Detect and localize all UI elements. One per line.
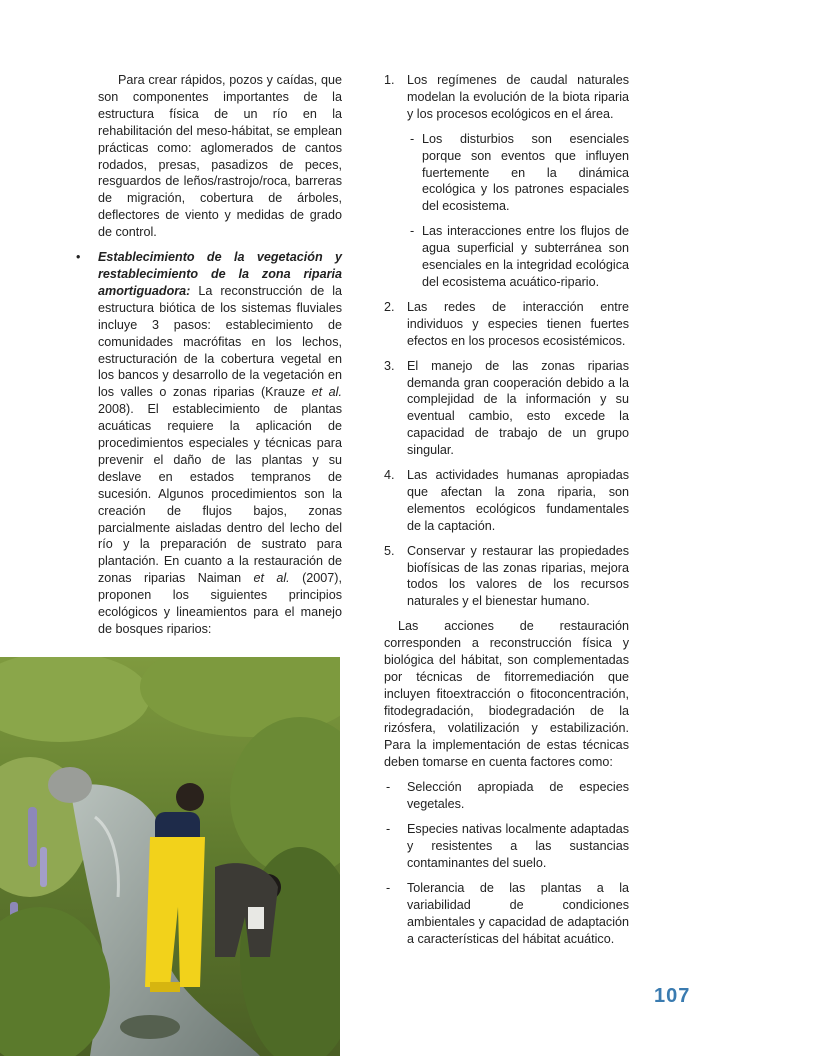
- list-item: [384, 72, 629, 123]
- item-dash: -: [410, 224, 415, 239]
- item-text: Tolerancia de las plantas a la variabilidad de condiciones ambientales y capacidad de adaptación a características del hábitat acuático.: [407, 880, 629, 946]
- list-item: [384, 358, 629, 459]
- item-text: Los disturbios son esenciales porque son eventos que influyen fuertemente en la dinámica ecológica y los patrones espaciales del ecosistema.: [422, 131, 629, 214]
- bullet-text-2: 2008). El establecimiento de plantas acuáticas requiere la aplicación de procedimientos especiales y técnicas para prevenir el daño de las plantas y su deslave en estados tempranos de sucesión. Algunos procedimientos son la creación de flujos bajos, zonas parcialmente aisladas dentro del lecho del río y la preparación de sustrato para plantación. En cuanto a la restauración de zonas riparias Naiman: [98, 402, 342, 586]
- bullet-text-1: La reconstrucción de la estructura biótica de los sistemas fluviales incluye 3 pasos: establecimiento de comunidades macrófitas en los lechos, estructuración de la cobertura vegetal en los bancos y desarrollo de la vegetación en los valles o zonas riparias (Krauze: [98, 283, 342, 400]
- list-item: [384, 467, 629, 535]
- stream-photo-illustration: [0, 657, 340, 1056]
- et-al-2: et al.: [253, 571, 290, 586]
- right-column: [384, 72, 629, 956]
- factor-item: [384, 880, 629, 948]
- list-item: [384, 543, 629, 611]
- bullet-text-3: (2007), proponen los siguientes principios ecológicos y lineamientos para el manejo de bosques riparios:: [98, 571, 342, 636]
- item-number: 5.: [384, 543, 395, 558]
- item-text: Selección apropiada de especies vegetales.: [407, 780, 629, 812]
- intro-paragraph: Para crear rápidos, pozos y caídas, que son componentes importantes de la estructura física de un río en la rehabilitación del meso-hábitat, se emplean prácticas como: aglomerados de cantos rodados, presas, pasadizos de peces, resguardos de leños/rastrojo/roca, barreras de migración, cobertura de árboles, deflectores de viento y medidas de grado de control.: [98, 73, 342, 240]
- factor-item: [384, 779, 629, 813]
- item-dash: -: [386, 880, 391, 895]
- item-text: El manejo de las zonas riparias demanda gran cooperación debido a la complejidad de la información y su eventual cambio, esto excede la capacidad de trabajo de un grupo singular.: [407, 358, 629, 458]
- item-dash: -: [386, 780, 391, 795]
- sub-item: [384, 131, 629, 216]
- bullet-heading: Establecimiento de la vegetación y restablecimiento de la zona riparia amortiguadora:: [98, 250, 342, 298]
- list-item: [384, 299, 629, 350]
- bullet-vegetation: [76, 249, 342, 638]
- sub-item: [384, 223, 629, 291]
- item-number: 4.: [384, 468, 395, 483]
- item-number: 2.: [384, 299, 395, 314]
- page-number: 107: [654, 985, 691, 1007]
- item-text: Conservar y restaurar las propiedades biofísicas de las zonas riparias, mejora todos los valores de los recursos naturales y el bienestar humano.: [407, 543, 629, 609]
- bullet-marker: •: [76, 250, 81, 265]
- restoration-paragraph: Las acciones de restauración corresponden a reconstrucción física y biológica del hábitat, son complementadas por técnicas de fitorremediación que incluyen fitoextracción o fitoconcentración, fitodegradación, biodegradación de la rizósfera, volatilización y estabilización. Para la implementación de estas técnicas deben tomarse en cuenta factores como:: [384, 619, 629, 769]
- item-text: Los regímenes de caudal naturales modelan la evolución de la biota riparia y los procesos ecológicos en el área.: [407, 73, 629, 121]
- et-al-1: et al.: [311, 385, 342, 400]
- item-dash: -: [386, 822, 391, 837]
- item-number: 1.: [384, 73, 395, 87]
- factor-item: [384, 821, 629, 872]
- item-text: Las interacciones entre los flujos de agua superficial y subterránea son esenciales en la integridad ecológica del ecosistema acuático-ripario.: [422, 224, 629, 289]
- item-text: Las actividades humanas apropiadas que afectan la zona riparia, son elementos ecológicos fundamentales de la captación.: [407, 468, 629, 533]
- item-text: Especies nativas localmente adaptadas y resistentes a las sustancias contaminantes del suelo.: [407, 822, 629, 871]
- stream-photo: [0, 657, 340, 1056]
- item-dash: -: [410, 131, 415, 146]
- item-text: Las redes de interacción entre individuos y especies tienen fuertes efectos en los procesos ecosistémicos.: [407, 299, 629, 348]
- item-number: 3.: [384, 358, 395, 373]
- left-column: [76, 72, 342, 638]
- bullet-paragraph: [98, 249, 342, 638]
